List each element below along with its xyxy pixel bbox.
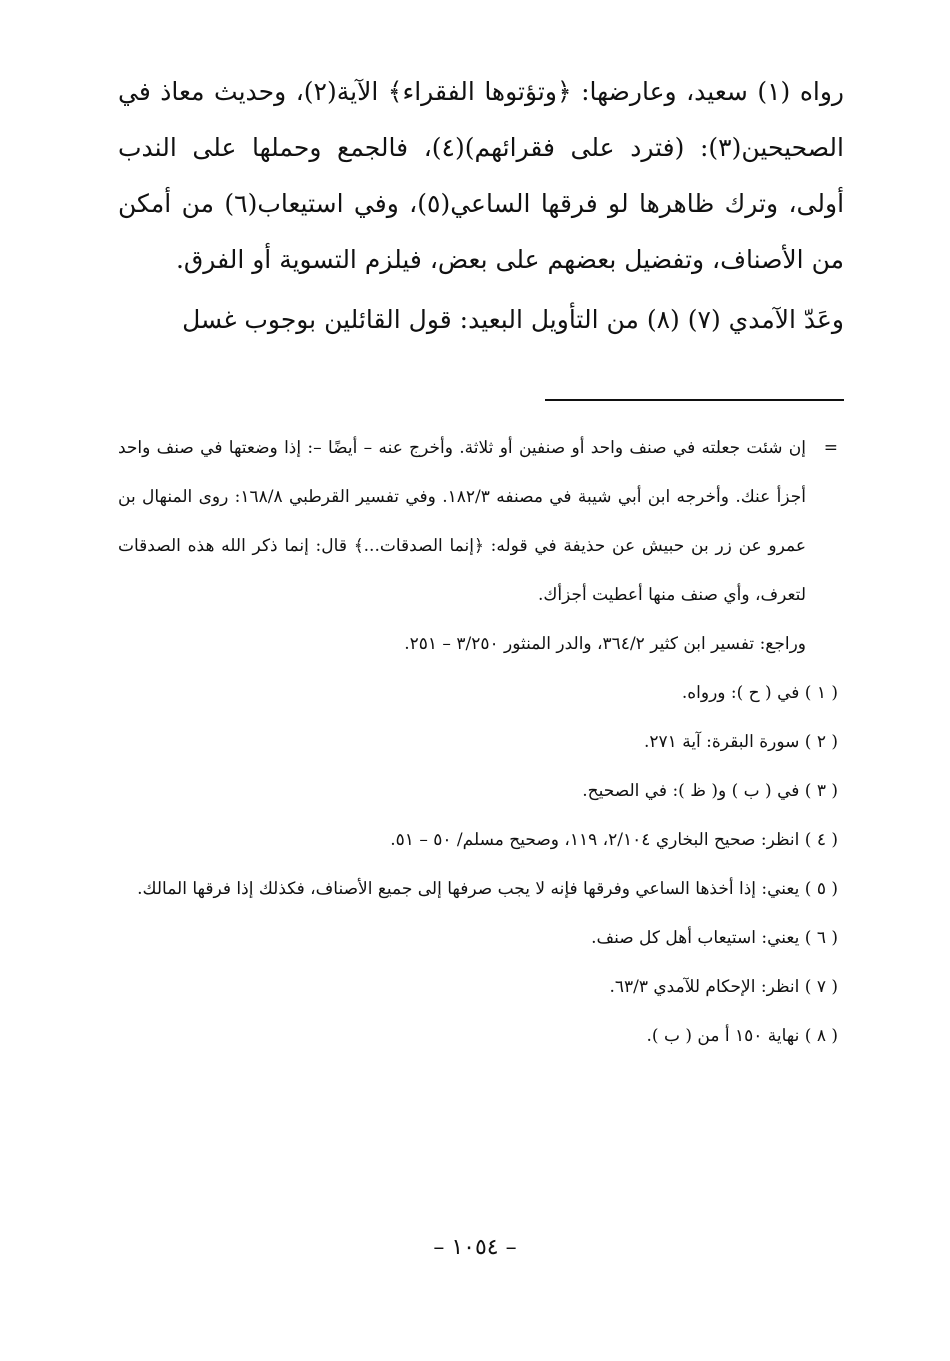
continuation-mark: = (823, 438, 838, 458)
footnote-7: ( ٧ ) انظر: الإحكام للآمدي ٦٣/٣. (609, 977, 838, 997)
footnote-2: ( ٢ ) سورة البقرة: آية ٢٧١. (643, 732, 838, 752)
continuation-text: إن شئت جعلته في صنف واحد أو صنفين أو ثلاثة. وأخرج عنه – أيضًا –: إذا وضعتها في صنف واحد أجزأ عنك. وأخرجه ابن أبي شيبة في مصنفه ١٨٢/٣. وفي تفسير القرطبي ١٦٨/٨: روى المنهال بن عمرو عن زر بن حبيش عن حذيفة في قوله: ﴿إنما الصدقات...﴾ قال: إنما ذكر الله هذه الصدقات لتعرف، وأي صنف منها أعطيت أجزأك. (118, 438, 806, 605)
footnote-4: ( ٤ ) انظر: صحيح البخاري ٢/١٠٤، ١١٩، وصحيح مسلم/ ٥٠ – ٥١. (390, 830, 838, 850)
footnote-reference: وراجع: تفسير ابن كثير ٣٦٤/٢، والدر المنثور ٣/٢٥٠ – ٢٥١. (404, 634, 806, 654)
footnote-5: ( ٥ ) يعني: إذا أخذها الساعي وفرقها فإنه لا يجب صرفها إلى جميع الأصناف، فكذلك إذا فرقها المالك. (137, 879, 838, 899)
footnote-1: ( ١ ) في ( ح ): ورواه. (681, 683, 838, 703)
footnote-separator (545, 399, 844, 401)
main-text (118, 64, 844, 348)
footnote-6: ( ٦ ) يعني: استيعاب أهل كل صنف. (591, 928, 838, 948)
footnotes (118, 424, 838, 1061)
main-paragraph-2: وعَدّ الآمدي (٧) (٨) من التأويل البعيد: قول القائلين بوجوب غسل (182, 305, 844, 334)
footnote-continuation (118, 424, 838, 620)
footnote-3: ( ٣ ) في ( ب ) و( ظ ): في الصحيح. (582, 781, 838, 801)
main-paragraph-1: رواه (١) سعيد، وعارضها: ﴿وتؤتوها الفقراء﴾ الآية(٢)، وحديث معاذ في الصحيحين(٣): (فترد على فقرائهم)(٤)، فالجمع وحملها على الندب أولى، وترك ظاهرها لو فرقها الساعي(٥)، وفي استيعاب(٦) من أمكن من الأصناف، وتفضيل بعضهم على بعض، فيلزم التسوية أو الفرق. (118, 77, 845, 274)
footnote-8: ( ٨ ) نهاية ١٥٠ أ من ( ب ). (646, 1026, 838, 1046)
page-number: – ١٠٥٤ – (433, 1235, 517, 1260)
